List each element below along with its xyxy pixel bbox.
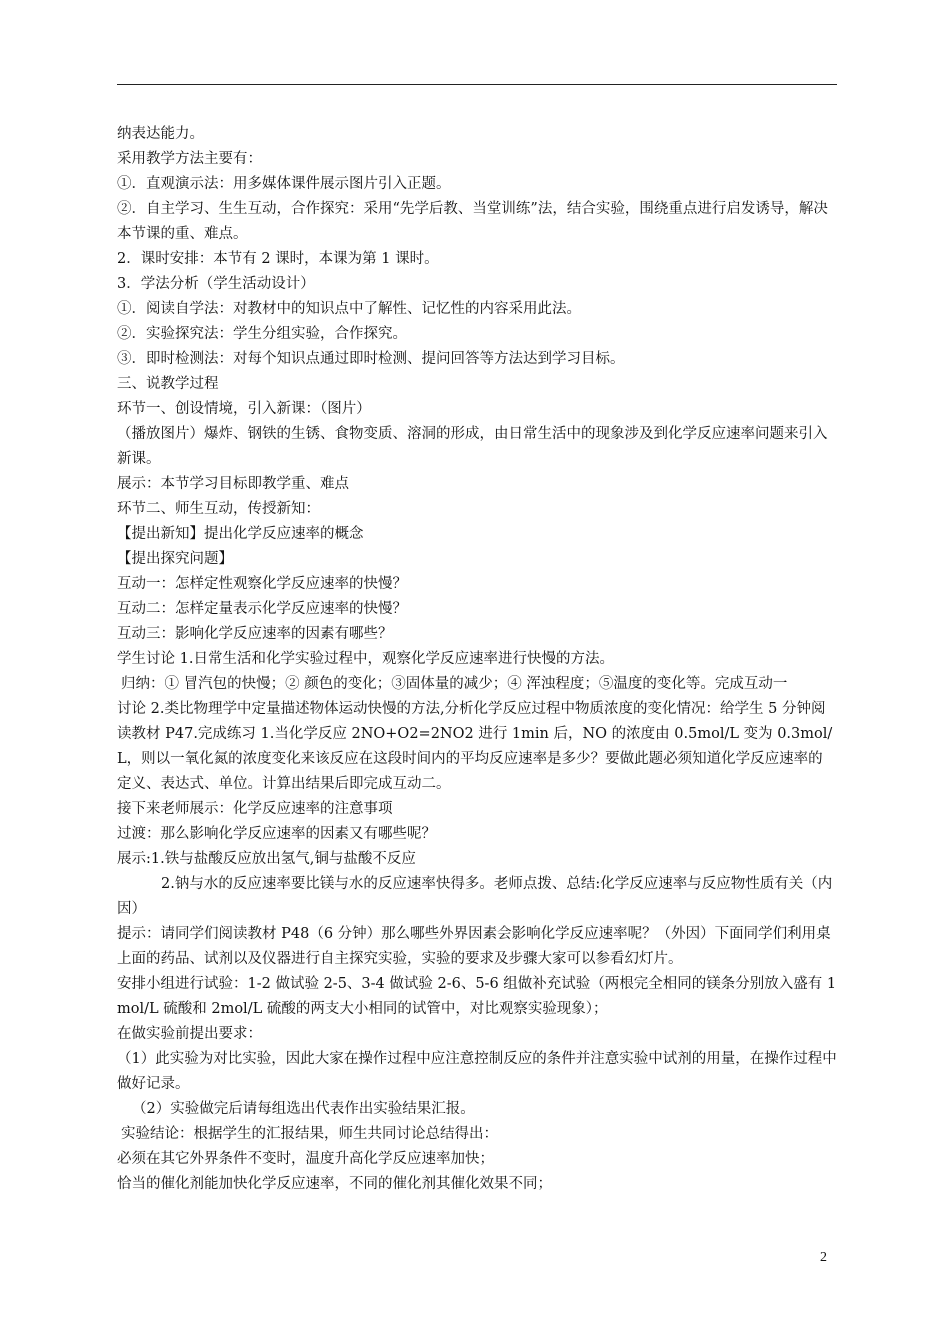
paragraph: 环节一、创设情境，引入新课：（图片） [117,401,371,417]
paragraph: ③．即时检测法：对每个知识点通过即时检测、提问回答等方法达到学习目标。 [117,351,625,367]
paragraph-text: 2.钠与水的反应速率要比镁与水的反应速率快得多。老师点拨、总结:化学反应速率与反应物性质有关（内因） [117,876,833,917]
paragraph: 在做实验前提出要求： [117,1026,262,1042]
paragraph: 过渡：那么影响化学反应速率的因素又有哪些呢？ [117,826,436,842]
paragraph: 安排小组进行试验：1-2 做试验 2-5、3-4 做试验 2-6、5-6 组做补充试验（两根完全相同的镁条分别放入盛有 1mol/L 硫酸和 2mol/L 硫酸的两支大小相同的试管中，对比观察实验现象）； [117,976,837,1017]
paragraph [117,872,837,922]
paragraph: （播放图片）爆炸、钢铁的生锈、食物变质、溶洞的形成，由日常生活中的现象涉及到化学反应速率问题来引入新课。 [117,426,828,467]
paragraph: 互动一：怎样定性观察化学反应速率的快慢？ [117,576,407,592]
paragraph: 归纳：① 冒汽包的快慢；② 颜色的变化；③固体量的减少；④ 浑浊程度；⑤温度的变化等。完成互动一 [121,676,788,692]
paragraph: 提示：请同学们阅读教材 P48（6 分钟）那么哪些外界因素会影响化学反应速率呢？（外因）下面同学们利用桌上面的药品、试剂以及仪器进行自主探究实验，实验的要求及步骤大家可以参看幻灯片。 [117,926,831,967]
paragraph: ①．阅读自学法：对教材中的知识点中了解性、记忆性的内容采用此法。 [117,301,581,317]
paragraph: 学生讨论 1.日常生活和化学实验过程中，观察化学反应速率进行快慢的方法。 [117,651,614,667]
paragraph: ②．实验探究法：学生分组实验，合作探究。 [117,326,407,342]
paragraph: 3．学法分析（学生活动设计） [117,276,315,292]
paragraph: 展示:1.铁与盐酸反应放出氢气,铜与盐酸不反应 [117,851,416,867]
header-rule [117,84,837,85]
paragraph: 恰当的催化剂能加快化学反应速率，不同的催化剂其催化效果不同； [117,1176,552,1192]
paragraph: 展示：本节学习目标即教学重、难点 [117,476,349,492]
document-body [117,122,837,1197]
page-number: 2 [820,1250,827,1265]
paragraph: 必须在其它外界条件不变时，温度升高化学反应速率加快； [117,1151,494,1167]
paragraph: 接下来老师展示：化学反应速率的注意事项 [117,801,393,817]
paragraph: ②．自主学习、生生互动，合作探究：采用“先学后教、当堂训练”法，结合实验，围绕重点进行启发诱导，解决本节课的重、难点。 [117,201,828,242]
paragraph: 环节二、师生互动，传授新知： [117,501,320,517]
paragraph: 2．课时安排：本节有 2 课时，本课为第 1 课时。 [117,251,439,267]
paragraph: 讨论 2.类比物理学中定量描述物体运动快慢的方法,分析化学反应过程中物质浓度的变化情况：给学生 5 分钟阅读教材 P47.完成练习 1.当化学反应 2NO+O2=2NO2 进行 1min 后，NO 的浓度由 0.5mol/L 变为 0.3mol/L，则以一氧化氮的浓度变化来该反应在这段时间内的平均反应速率是多少？要做此题必须知道化学反应速率的定义、表达式、单位。计算出结果后即完成互动二。 [117,701,833,792]
paragraph: 实验结论：根据学生的汇报结果，师生共同讨论总结得出： [121,1126,498,1142]
paragraph: ①．直观演示法：用多媒体课件展示图片引入正题。 [117,176,451,192]
paragraph: 【提出新知】提出化学反应速率的概念 [117,526,364,542]
section-heading: 三、说教学过程 [117,376,219,392]
paragraph: 互动三：影响化学反应速率的因素有哪些？ [117,626,393,642]
paragraph: （1）此实验为对比实验，因此大家在操作过程中应注意控制反应的条件并注意实验中试剂的用量，在操作过程中做好记录。 [117,1051,837,1092]
paragraph: 纳表达能力。 [117,126,204,142]
paragraph: （2）实验做完后请每组选出代表作出实验结果汇报。 [132,1101,475,1117]
paragraph: 采用教学方法主要有： [117,151,262,167]
paragraph: 互动二：怎样定量表示化学反应速率的快慢？ [117,601,407,617]
paragraph: 【提出探究问题】 [117,551,233,567]
